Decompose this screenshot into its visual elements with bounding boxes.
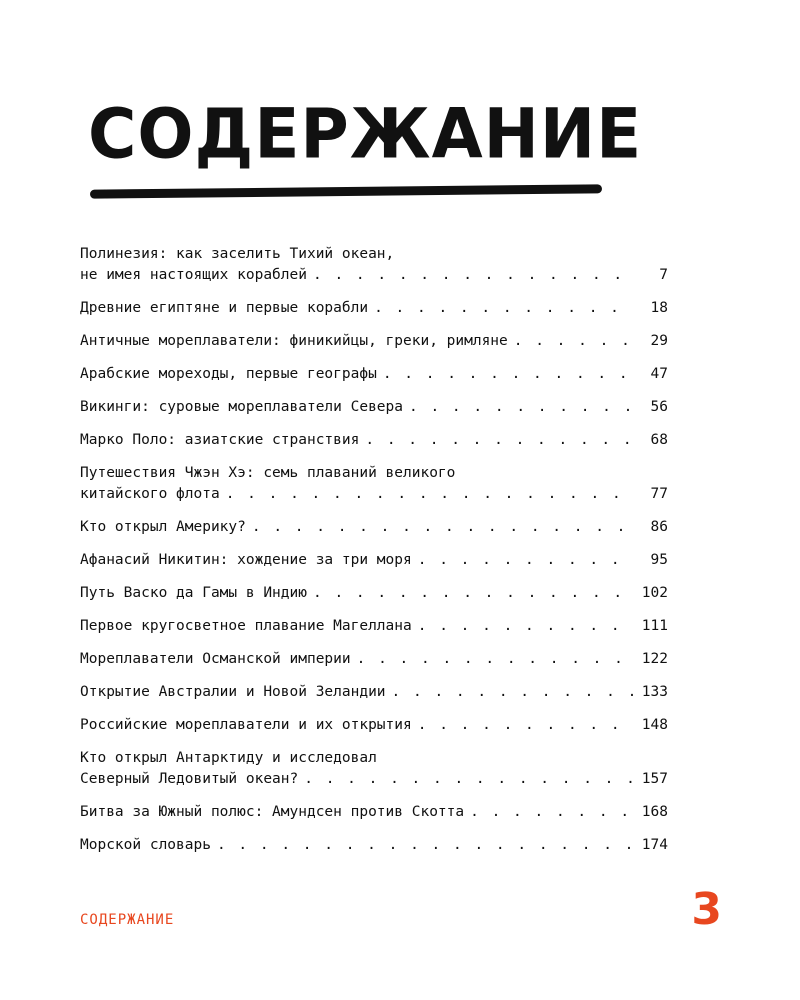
toc-entry-title: Викинги: суровые мореплаватели Севера	[80, 399, 404, 415]
toc-entry[interactable]	[80, 430, 668, 451]
toc-entry-title: Кто открыл Антарктиду и исследовал	[80, 750, 377, 766]
toc-entry-title: Открытие Австралии и Новой Зеландии	[80, 684, 386, 700]
dot-leader	[217, 835, 634, 856]
toc-entry[interactable]	[80, 682, 668, 703]
dot-leader	[313, 265, 634, 286]
dot-leader	[374, 298, 634, 319]
toc-page-number: 95	[650, 552, 668, 568]
toc-entry-title: китайского флота	[80, 486, 220, 502]
toc-entry[interactable]	[80, 748, 668, 790]
toc-entry[interactable]	[80, 715, 668, 736]
toc-entry[interactable]	[80, 802, 668, 823]
dot-leader	[418, 715, 634, 736]
toc-entry[interactable]	[80, 835, 668, 856]
dot-leader	[304, 769, 634, 790]
toc-page-number: 56	[650, 399, 668, 415]
toc-entry-title: Арабские мореходы, первые географы	[80, 366, 377, 382]
toc-entry[interactable]	[80, 331, 668, 352]
dot-leader	[252, 517, 634, 538]
footer-page-number: 3	[691, 884, 722, 935]
table-of-contents	[80, 244, 668, 868]
dot-leader	[470, 802, 634, 823]
toc-entry-title: Полинезия: как заселить Тихий океан,	[80, 246, 395, 262]
toc-entry[interactable]	[80, 616, 668, 637]
toc-page-number: 111	[641, 618, 668, 634]
toc-page-number: 102	[641, 585, 668, 601]
page-title: СОДЕРЖАНИЕ	[88, 93, 643, 175]
toc-page-number: 174	[641, 837, 668, 853]
toc-entry-title: Битва за Южный полюс: Амундсен против Скотта	[80, 804, 465, 820]
dot-leader	[418, 550, 634, 571]
toc-page-number: 68	[650, 432, 668, 448]
toc-page-number: 86	[650, 519, 668, 535]
dot-leader	[514, 331, 634, 352]
toc-entry[interactable]	[80, 583, 668, 604]
toc-entry-title: Российские мореплаватели и их открытия	[80, 717, 412, 733]
dot-leader	[226, 484, 634, 505]
toc-entry-title: Античные мореплаватели: финикийцы, греки, римляне	[80, 333, 508, 349]
toc-page-number: 29	[650, 333, 668, 349]
toc-entry-title: не имея настоящих кораблей	[80, 267, 307, 283]
toc-entry[interactable]	[80, 649, 668, 670]
toc-entry[interactable]	[80, 463, 668, 505]
toc-page-number: 122	[641, 651, 668, 667]
toc-page-number: 157	[641, 771, 668, 787]
toc-page-number: 168	[641, 804, 668, 820]
toc-entry[interactable]	[80, 397, 668, 418]
toc-entry-title: Путешествия Чжэн Хэ: семь плаваний великого	[80, 465, 456, 481]
toc-entry-title: Мореплаватели Османской империи	[80, 651, 351, 667]
toc-page-number: 77	[650, 486, 668, 502]
toc-entry-title: Первое кругосветное плавание Магеллана	[80, 618, 412, 634]
dot-leader	[392, 682, 634, 703]
dot-leader	[383, 364, 634, 385]
toc-page-number: 18	[650, 300, 668, 316]
dot-leader	[409, 397, 634, 418]
toc-entry[interactable]	[80, 244, 668, 286]
toc-page-number: 148	[641, 717, 668, 733]
toc-entry-title: Северный Ледовитый океан?	[80, 771, 299, 787]
toc-entry-title: Путь Васко да Гамы в Индию	[80, 585, 307, 601]
toc-entry[interactable]	[80, 364, 668, 385]
toc-entry[interactable]	[80, 298, 668, 319]
toc-entry-title: Афанасий Никитин: хождение за три моря	[80, 552, 412, 568]
dot-leader	[357, 649, 634, 670]
dot-leader	[418, 616, 634, 637]
toc-entry-title: Древние египтяне и первые корабли	[80, 300, 369, 316]
toc-entry[interactable]	[80, 517, 668, 538]
toc-entry[interactable]	[80, 550, 668, 571]
dot-leader	[365, 430, 634, 451]
dot-leader	[313, 583, 634, 604]
toc-entry-title: Морской словарь	[80, 837, 211, 853]
title-underline	[90, 184, 602, 198]
toc-entry-title: Марко Поло: азиатские странствия	[80, 432, 360, 448]
toc-page-number: 7	[659, 267, 668, 283]
footer-section-label: СОДЕРЖАНИЕ	[80, 912, 175, 928]
toc-page-number: 133	[641, 684, 668, 700]
toc-page-number: 47	[650, 366, 668, 382]
toc-entry-title: Кто открыл Америку?	[80, 519, 246, 535]
